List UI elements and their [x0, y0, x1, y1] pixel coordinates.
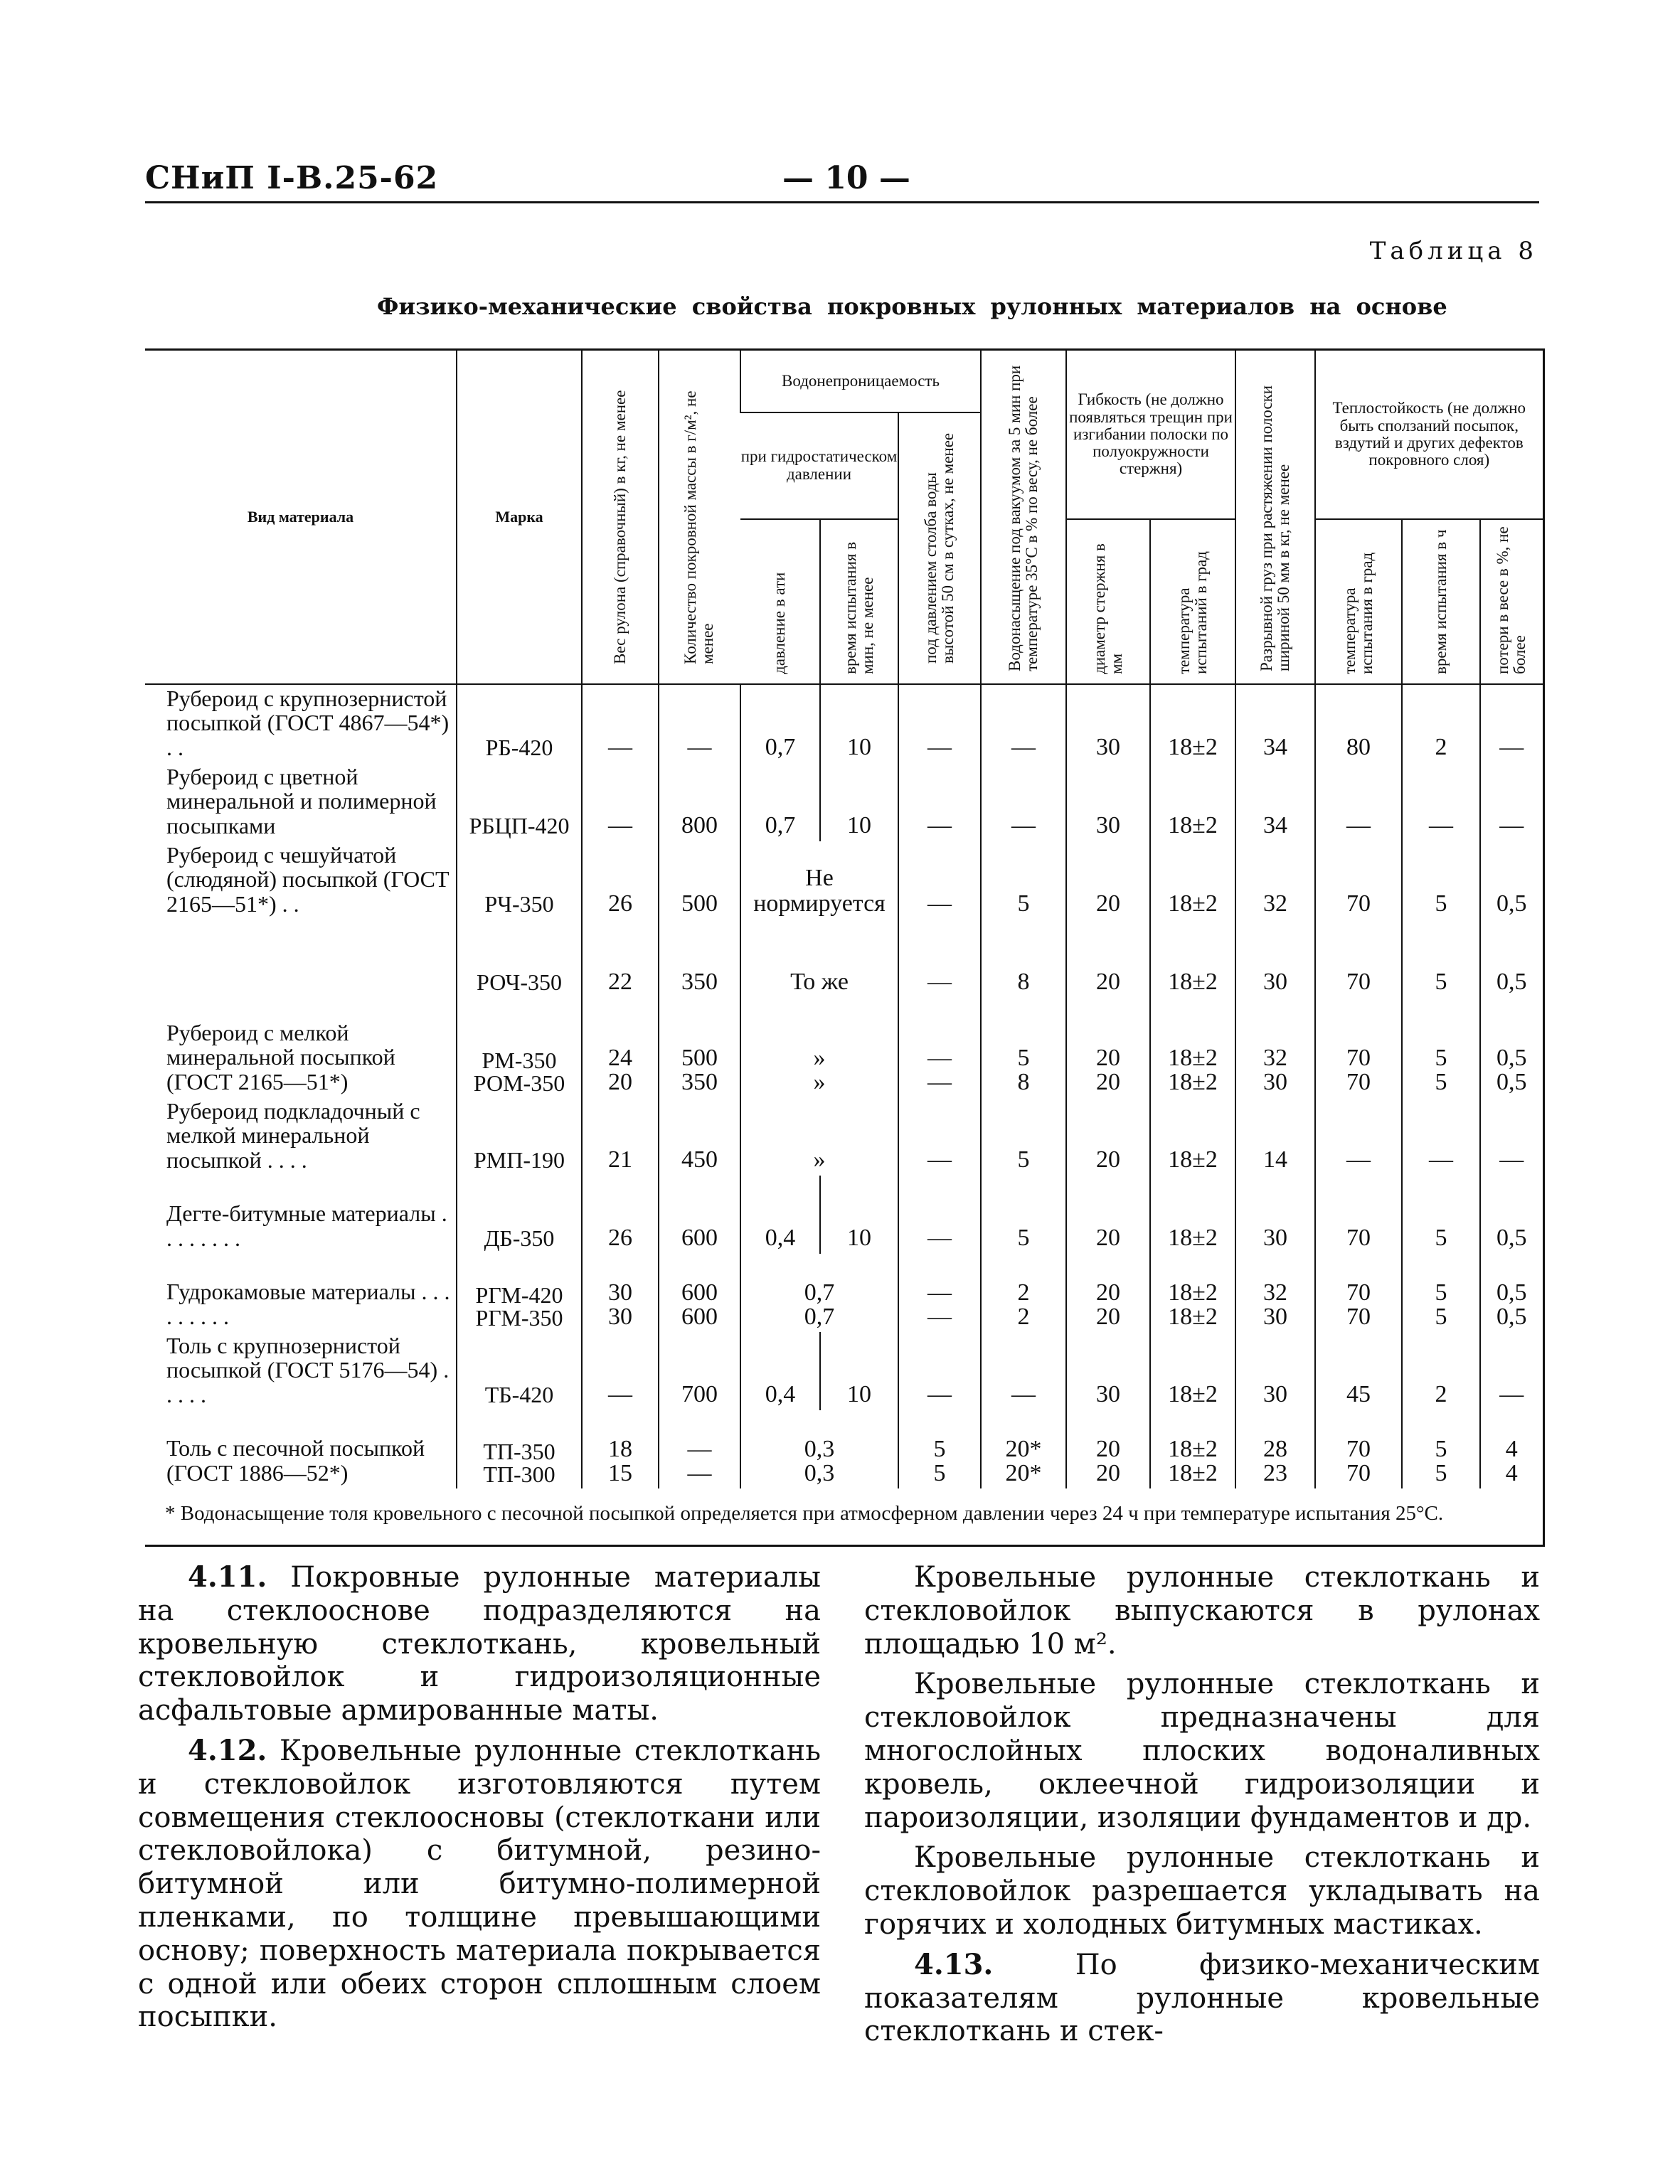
table-row — [145, 1410, 1543, 1488]
cell-c6: — — [981, 684, 1066, 763]
cell-mark: РОЧ-350 — [457, 920, 582, 998]
cell-c9: 32 30 — [1235, 1254, 1315, 1332]
table-footnote: * Водонасыщение толя кровельного с песочной посыпкой определяется при атмосферном давлении через 24 ч при температуре испытания 25°С. — [145, 1488, 1543, 1546]
cell-c6: 5 — [981, 1176, 1066, 1254]
cell-c12: 0,5 0,5 — [1480, 1254, 1543, 1332]
cell-c11: 5 5 — [1402, 1410, 1480, 1488]
header-roll-weight: Вес рулона (справочный) в кг, не менее — [582, 350, 659, 684]
cell-c6: 20* 20* — [981, 1410, 1066, 1488]
cell-c11: 2 — [1402, 684, 1480, 763]
cell-c1: 30 30 — [582, 1254, 659, 1332]
properties-table — [145, 348, 1545, 1547]
paragraph-4-12: 4.12. Кровельные рулонные стеклоткань и стекловойлок изготовляются путем совмещения стеклоосновы (стеклоткани или стекловойлока) с битумной, резино-битумной или битумно-полимерной пленками, по толщине превышающими основу; поверхность материала покрывается с одной или обеих сторон сплошным слоем посыпки. — [138, 1733, 821, 2034]
cell-c1: 26 — [582, 841, 659, 920]
cell-c5: — — [898, 920, 981, 998]
cell-c3: 0,7 — [740, 684, 820, 763]
cell-c11: 2 — [1402, 1332, 1480, 1410]
cell-c10: 70 70 — [1315, 998, 1402, 1097]
cell-c9: 32 — [1235, 841, 1315, 920]
cell-c2: 450 — [659, 1097, 740, 1176]
cell-mark: ДБ-350 — [457, 1176, 582, 1254]
cell-material: Толь с крупнозернистой посыпкой (ГОСТ 5176—54) . . . . . — [166, 1332, 450, 1407]
cell-mark: РБ-420 — [457, 684, 582, 763]
header-material: Вид материала — [145, 350, 457, 684]
cell-c9: 28 23 — [1235, 1410, 1315, 1488]
paragraph-4-13: 4.13. По физико-механическим показателям рулонные кровельные стеклоткань и стек- — [864, 1947, 1541, 2048]
cell-c3: 0,3 0,3 — [740, 1410, 898, 1488]
paragraph-4-11: 4.11. Покровные рулонные материалы на стеклоoснове подразделяются на кровельную стеклоткань, кровельный стекловойлок и гидроизоляционные асфальтовые армированные маты. — [138, 1560, 821, 1727]
cell-c12: — — [1480, 763, 1543, 841]
cell-c6: — — [981, 1332, 1066, 1410]
table-row — [145, 1097, 1543, 1176]
cell-c3: То же — [740, 920, 898, 998]
cell-c5: — — [898, 763, 981, 841]
properties-table-wrapper — [145, 348, 1543, 1547]
cell-c3: 0,7 0,7 — [740, 1254, 898, 1332]
cell-c6: 5 — [981, 841, 1066, 920]
cell-mark: ТП-350 ТП-300 — [457, 1410, 582, 1488]
cell-c7: 20 — [1066, 1097, 1150, 1176]
cell-c1: 22 — [582, 920, 659, 998]
cell-material — [145, 920, 457, 998]
cell-c7: 20 — [1066, 1176, 1150, 1254]
header-flexibility: Гибкость (не должно появляться трещин при изгибании полоски по полуокружности стержня) — [1066, 350, 1235, 519]
cell-c7: 30 — [1066, 763, 1150, 841]
header-heat-resistance: Теплостойкость (не должно быть сползаний посыпок, вздутий и других дефектов покровного слоя) — [1315, 350, 1543, 519]
header-water-column: под давлением столба воды высотой 50 см в сутках, не менее — [898, 412, 981, 684]
cell-c11: 5 — [1402, 1176, 1480, 1254]
cell-c11: 5 5 — [1402, 998, 1480, 1097]
cell-c8: 18±2 — [1150, 841, 1235, 920]
header-weight-loss: потери в весе в %, не более — [1480, 519, 1543, 684]
cell-c2: 600 600 — [659, 1254, 740, 1332]
cell-c7: 20 20 — [1066, 1410, 1150, 1488]
cell-c7: 30 — [1066, 684, 1150, 763]
cell-c2: — — [659, 684, 740, 763]
cell-c2: — — — [659, 1410, 740, 1488]
paragraph-purpose: Кровельные рулонные стеклоткань и стекловойлок предназначены для многослойных плоских водоналивных кровель, оклеечной гидроизоляции и пароизоляции, изоляции фундаментов и др. — [864, 1668, 1540, 1834]
cell-c2: 800 — [659, 763, 740, 841]
cell-c2: 500 — [659, 841, 740, 920]
cell-c12: — — [1480, 1332, 1543, 1410]
cell-material: Рубероид подкладочный с мелкой минеральной посыпкой . . . . — [166, 1097, 420, 1173]
cell-c8: 18±2 — [1150, 684, 1235, 763]
paragraph-roll-size: Кровельные рулонные стеклоткань и стекловойлок выпускаются в рулонах площадью 10 м². — [864, 1561, 1540, 1661]
table-caption: Физико-механические свойства покровных рулонных материалов на основе — [377, 293, 1447, 320]
cell-c9: 34 — [1235, 763, 1315, 841]
text-column-right — [864, 1561, 1540, 2055]
header-hydrostatic: при гидростатическом давлении — [740, 412, 898, 519]
cell-mark: РЧ-350 — [457, 841, 582, 920]
text-column-left — [138, 1561, 821, 2041]
cell-c5: 5 5 — [898, 1410, 981, 1488]
document-code: СНиП I-В.25-62 — [145, 160, 439, 196]
cell-c2: 700 — [659, 1332, 740, 1410]
cell-c7: 30 — [1066, 1332, 1150, 1410]
cell-c3: 0,7 — [740, 763, 820, 841]
cell-material: Дегте-битумные материалы . . . . . . . . — [166, 1200, 447, 1251]
cell-c4: 10 — [820, 1176, 898, 1254]
cell-c5: — — [898, 684, 981, 763]
cell-c9: 14 — [1235, 1097, 1315, 1176]
cell-c3: 0,4 — [740, 1332, 820, 1410]
cell-c10: — — [1315, 1097, 1402, 1176]
cell-c4: 10 — [820, 684, 898, 763]
cell-c5: — — — [898, 1254, 981, 1332]
cell-c12: 4 4 — [1480, 1410, 1543, 1488]
cell-material: Рубероид с цветной минеральной и полимерной посыпками — [166, 763, 437, 838]
cell-c3: » — [740, 1097, 898, 1176]
cell-c6: 8 — [981, 920, 1066, 998]
cell-c5: — — [898, 1332, 981, 1410]
cell-c4: 10 — [820, 1332, 898, 1410]
cell-c7: 20 — [1066, 920, 1150, 998]
header-rule — [145, 201, 1539, 203]
table-row — [145, 684, 1543, 763]
cell-c8: 18±2 — [1150, 1176, 1235, 1254]
header-flex-temp: температура испытаний в град — [1150, 519, 1235, 684]
cell-c1: — — [582, 763, 659, 841]
cell-c7: 20 20 — [1066, 998, 1150, 1097]
header-waterproof: Водонепроницаемость — [740, 350, 981, 412]
cell-material: Рубероид с чешуйчатой (слюдяной) посыпкой (ГОСТ 2165—51*) . . — [166, 841, 450, 917]
cell-c1: 21 — [582, 1097, 659, 1176]
cell-c11: 5 5 — [1402, 1254, 1480, 1332]
cell-c6: 5 8 — [981, 998, 1066, 1097]
cell-c10: 80 — [1315, 684, 1402, 763]
cell-c10: 70 70 — [1315, 1410, 1402, 1488]
header-heat-temp: температура испытания в град — [1315, 519, 1402, 684]
table-row — [145, 763, 1543, 841]
cell-mark: РБЦП-420 — [457, 763, 582, 841]
cell-c2: 500 350 — [659, 998, 740, 1097]
cell-c10: — — [1315, 763, 1402, 841]
paragraph-laying: Кровельные рулонные стеклоткань и стекловойлок разрешается укладывать на горячих и холодных битумных мастиках. — [864, 1841, 1540, 1941]
cell-c8: 18±2 — [1150, 920, 1235, 998]
table-row — [145, 1254, 1543, 1332]
header-coating-mass: Количество покровной массы в г/м², не менее — [659, 350, 740, 684]
cell-c12: — — [1480, 1097, 1543, 1176]
cell-c6: 5 — [981, 1097, 1066, 1176]
cell-c2: 350 — [659, 920, 740, 998]
cell-c12: 0,5 — [1480, 1176, 1543, 1254]
cell-material: Рубероид с крупнозернистой посыпкой (ГОСТ 4867—54*) . . — [166, 685, 450, 760]
cell-c10: 70 — [1315, 920, 1402, 998]
cell-c1: 24 20 — [582, 998, 659, 1097]
header-water-saturation: Водонасыщение под вакуумом за 5 мин при температуре 35°С в % по весу, не более — [981, 350, 1066, 684]
cell-c8: 18±2 18±2 — [1150, 1254, 1235, 1332]
cell-c9: 32 30 — [1235, 998, 1315, 1097]
cell-c5: — — [898, 1176, 981, 1254]
cell-c1: — — [582, 684, 659, 763]
cell-c11: — — [1402, 1097, 1480, 1176]
cell-c4: 10 — [820, 763, 898, 841]
page-number: — 10 — — [782, 160, 910, 196]
table-row — [145, 841, 1543, 920]
cell-c10: 70 — [1315, 1176, 1402, 1254]
cell-c1: — — [582, 1332, 659, 1410]
header-mark: Марка — [457, 350, 582, 684]
cell-c11: 5 — [1402, 841, 1480, 920]
cell-material: Гудрокамовые материалы . . . . . . . . . — [166, 1279, 450, 1329]
cell-c8: 18±2 — [1150, 1097, 1235, 1176]
cell-c8: 18±2 — [1150, 1332, 1235, 1410]
table-body — [145, 684, 1543, 1488]
cell-c10: 70 — [1315, 841, 1402, 920]
cell-c12: — — [1480, 684, 1543, 763]
table-row — [145, 998, 1543, 1097]
cell-material: Рубероид с мелкой минеральной посыпкой (ГОСТ 2165—51*) — [166, 1019, 395, 1094]
cell-c9: 30 — [1235, 1176, 1315, 1254]
cell-c1: 18 15 — [582, 1410, 659, 1488]
cell-c12: 0,5 — [1480, 920, 1543, 998]
cell-c9: 30 — [1235, 920, 1315, 998]
cell-c5: — — [898, 841, 981, 920]
cell-c9: 30 — [1235, 1332, 1315, 1410]
header-pressure: давление в ати — [740, 519, 820, 684]
cell-c3: » » — [740, 998, 898, 1097]
cell-c3: Не нормируется — [740, 841, 898, 920]
cell-c3: 0,4 — [740, 1176, 820, 1254]
cell-mark: ТБ-420 — [457, 1332, 582, 1410]
table-row — [145, 920, 1543, 998]
cell-c1: 26 — [582, 1176, 659, 1254]
cell-mark: РГМ-420 РГМ-350 — [457, 1254, 582, 1332]
cell-material: Толь с песочной посыпкой (ГОСТ 1886—52*) — [166, 1435, 425, 1486]
cell-c11: 5 — [1402, 920, 1480, 998]
table-row — [145, 1176, 1543, 1254]
cell-c7: 20 — [1066, 841, 1150, 920]
table-row — [145, 1332, 1543, 1410]
cell-c7: 20 20 — [1066, 1254, 1150, 1332]
header-test-time: время испытания в мин, не менее — [820, 519, 898, 684]
header-heat-time: время испытания в ч — [1402, 519, 1480, 684]
cell-c11: — — [1402, 763, 1480, 841]
cell-c12: 0,5 0,5 — [1480, 998, 1543, 1097]
cell-c10: 45 — [1315, 1332, 1402, 1410]
table-number: Таблица 8 — [1369, 237, 1538, 265]
cell-c6: — — [981, 763, 1066, 841]
cell-c8: 18±2 — [1150, 763, 1235, 841]
cell-c2: 600 — [659, 1176, 740, 1254]
cell-c8: 18±2 18±2 — [1150, 1410, 1235, 1488]
cell-c6: 2 2 — [981, 1254, 1066, 1332]
cell-c5: — — — [898, 998, 981, 1097]
cell-mark: РМ-350 РОМ-350 — [457, 998, 582, 1097]
cell-mark: РМП-190 — [457, 1097, 582, 1176]
cell-c5: — — [898, 1097, 981, 1176]
cell-c10: 70 70 — [1315, 1254, 1402, 1332]
cell-c8: 18±2 18±2 — [1150, 998, 1235, 1097]
header-tensile-load: Разрывной груз при растяжении полоски шириной 50 мм в кг, не менее — [1235, 350, 1315, 684]
cell-c12: 0,5 — [1480, 841, 1543, 920]
header-rod-diameter: диаметр стержня в мм — [1066, 519, 1150, 684]
cell-c9: 34 — [1235, 684, 1315, 763]
